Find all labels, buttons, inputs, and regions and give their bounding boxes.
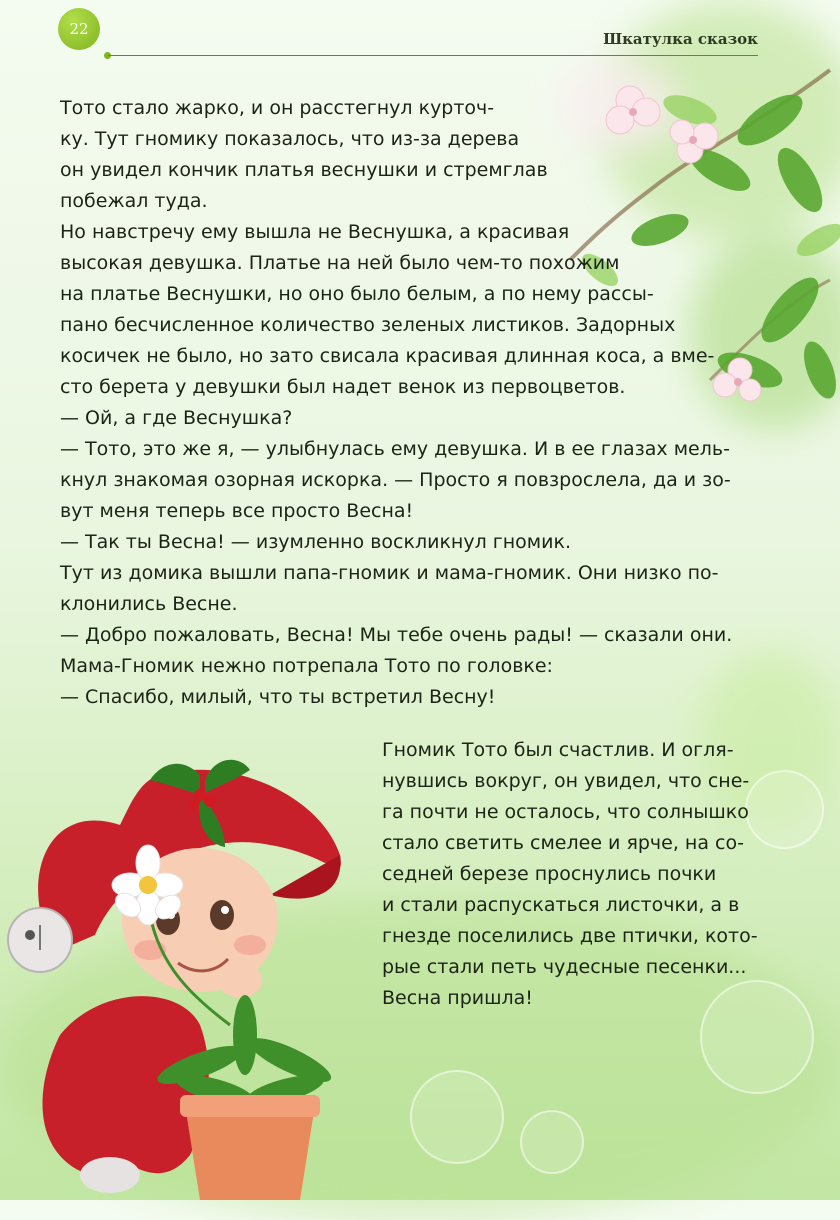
story-line: он увидел кончик платья веснушки и стремглав	[60, 159, 548, 181]
story-line: Но навстречу ему вышла не Веснушка, а красивая	[60, 221, 570, 243]
story-line: рые стали петь чудесные песенки...	[382, 956, 747, 978]
page-number: 22	[58, 8, 100, 50]
story-line: сто берета у девушки был надет венок из первоцветов.	[60, 376, 626, 398]
story-right-text	[382, 735, 762, 1014]
story-line: — Так ты Весна! — изумленно воскликнул гномик.	[60, 531, 572, 553]
story-line: — Спасибо, милый, что ты встретил Весну!	[60, 686, 496, 708]
bokeh-circle	[520, 1110, 584, 1174]
story-line: ку. Тут гномику показалось, что из-за дерева	[60, 128, 520, 150]
story-line: Тут из домика вышли папа-гномик и мама-гномик. Они низко по-	[60, 562, 719, 584]
story-line: побежал туда.	[60, 190, 208, 212]
story-line: косичек не было, но зато свисала красивая длинная коса, а вме-	[60, 345, 715, 367]
bokeh-circle	[410, 1070, 504, 1164]
story-line: Тото стало жарко, и он расстегнул курточ-	[60, 97, 495, 119]
gnome-with-flower-pot-icon	[0, 735, 370, 1200]
story-line: нувшись вокруг, он увидел, что сне-	[382, 770, 750, 792]
story-line: стало светить смелее и ярче, на со-	[382, 832, 744, 854]
header-divider	[108, 55, 758, 56]
story-line: гнезде поселились две птички, кото-	[382, 925, 758, 947]
story-line: седней березе проснулись почки	[382, 863, 717, 885]
story-line: и стали распускаться листочки, а в	[382, 894, 740, 916]
story-line: кнул знакомая озорная искорка. — Просто я повзрослела, да и зо-	[60, 469, 731, 491]
story-line: Мама-Гномик нежно потрепала Тото по головке:	[60, 655, 553, 677]
story-line: вут меня теперь все просто Весна!	[60, 500, 414, 522]
story-line: га почти не осталось, что солнышко	[382, 801, 749, 823]
story-line: клонились Весне.	[60, 593, 238, 615]
story-line: пано бесчисленное количество зеленых листиков. Задорных	[60, 314, 676, 336]
story-line: Гномик Тото был счастлив. И огля-	[382, 739, 734, 761]
story-line: — Добро пожаловать, Весна! Мы тебе очень рады! — сказали они.	[60, 624, 733, 646]
story-line: — Ой, а где Веснушка?	[60, 407, 293, 429]
story-line: — Тото, это же я, — улыбнулась ему девушка. И в ее глазах мель-	[60, 438, 730, 460]
story-main-text	[60, 93, 760, 713]
story-line: Весна пришла!	[382, 987, 533, 1009]
book-title: Шкатулка сказок	[603, 30, 758, 48]
story-line: высокая девушка. Платье на ней было чем-то похожим	[60, 252, 620, 274]
story-line: на платье Веснушки, но оно было белым, а по нему рассы-	[60, 283, 654, 305]
